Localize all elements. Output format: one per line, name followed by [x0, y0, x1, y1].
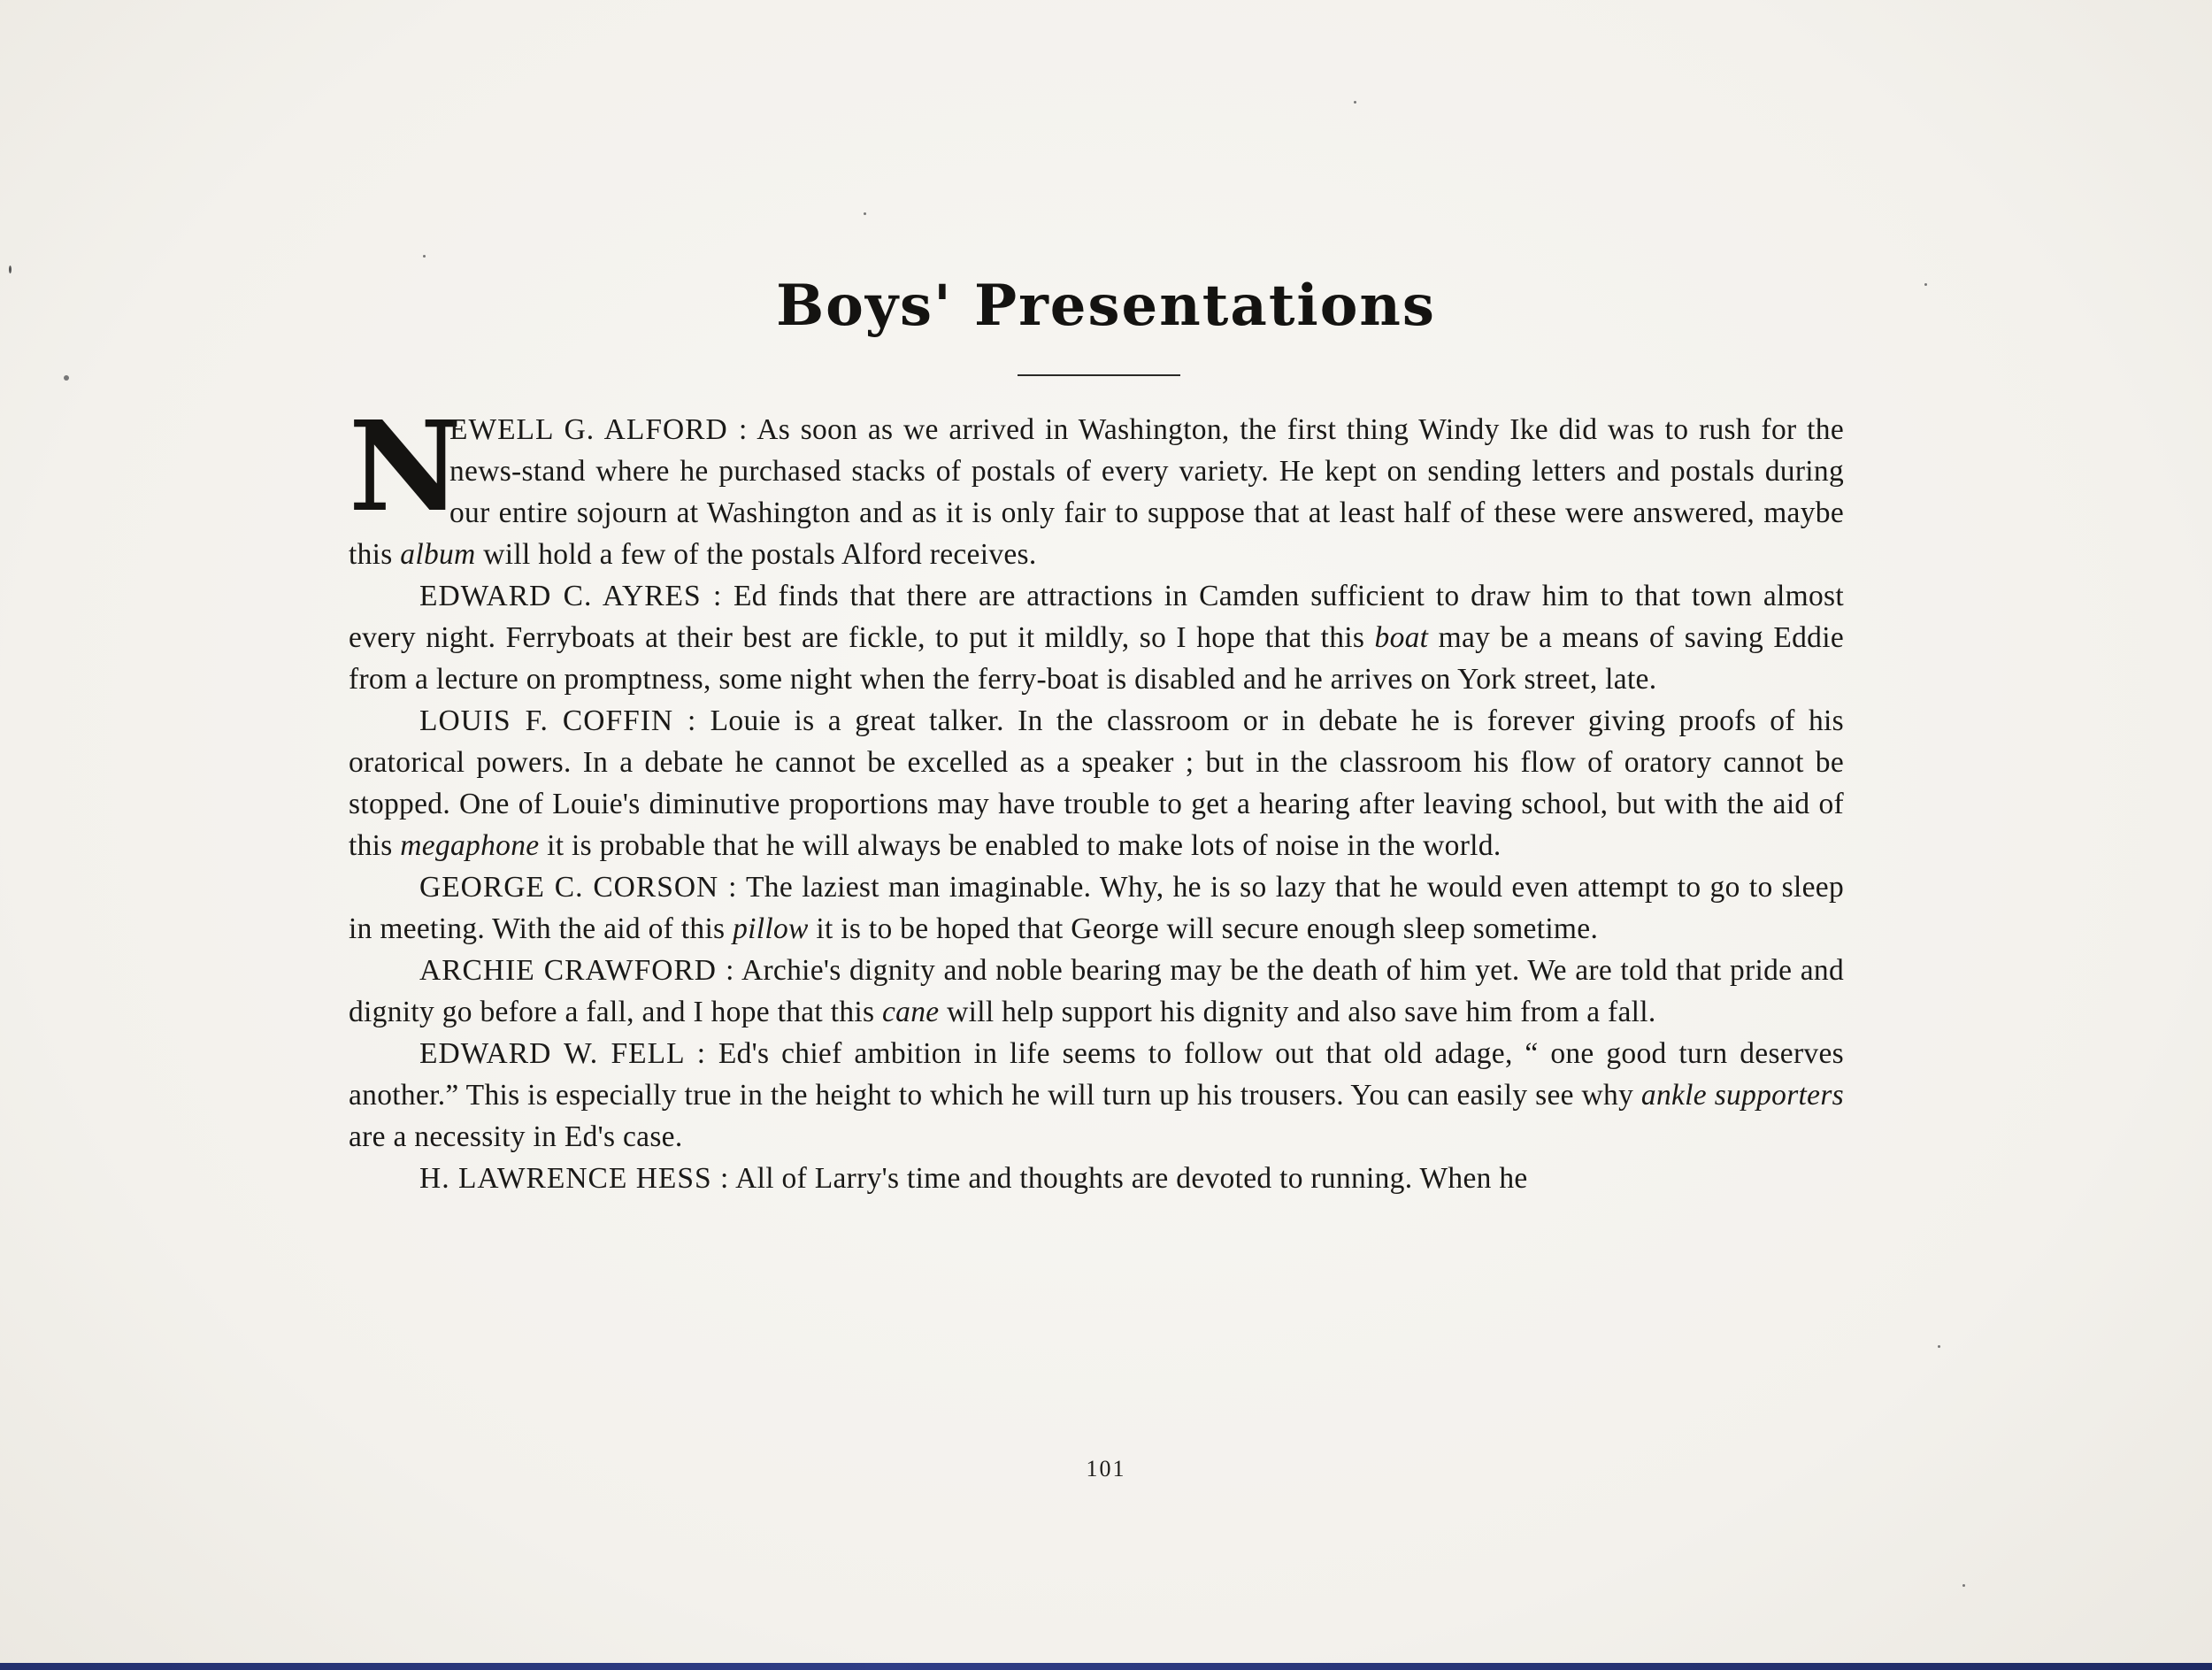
presentations-body [349, 395, 1845, 1199]
recipient-name: H. LAWRENCE HESS : [419, 1162, 730, 1195]
presentation-entry [349, 1158, 1844, 1199]
entry-text: may be a means of saving Eddie from a lecture on promptness, some night when the ferry-boat is disabled and he arrives on York street, late. [349, 621, 1844, 696]
presentation-entry [349, 575, 1844, 700]
paper-speck [1938, 1345, 1940, 1348]
entry-text: Ed's chief ambition in life seems to follow out that old adage, “ one good turn deserves another.” This is especially true in the height to which he will turn up his trousers. You can easily see why [349, 1037, 1844, 1112]
entry-text: will help support his dignity and also save him from a fall. [947, 996, 1656, 1028]
presentation-entry [349, 866, 1844, 950]
entry-text: Louie is a great talker. In the classroom or in debate he is forever giving proofs of his oratorical powers. In a debate he cannot be excelled as a speaker ; but in the classroom his flow of oratory cannot be stopped. One of Louie's diminutive proportions may have trouble to get a hearing after leaving school, but with the aid of this [349, 704, 1844, 862]
recipient-name: EDWARD C. AYRES : [419, 580, 723, 612]
entry-text: will hold a few of the postals Alford receives. [483, 538, 1037, 571]
gift-name: album [400, 538, 476, 571]
gift-name: ankle supporters [1640, 1079, 1845, 1112]
cover-edge [0, 1663, 2212, 1670]
gift-name: megaphone [400, 829, 540, 862]
gift-name: boat [1374, 621, 1429, 654]
presentation-entry [349, 395, 1845, 575]
page-number: 101 [1086, 1456, 1126, 1481]
entry-text: it is to be hoped that George will secure enough sleep sometime. [816, 912, 1599, 945]
recipient-name: EDWARD W. FELL : [419, 1037, 707, 1070]
title-divider [1018, 374, 1180, 376]
paper-speck [864, 212, 866, 215]
entry-text: As soon as we arrived in Washington, the first thing Windy Ike did was to rush for the news-stand where he purchased stacks of postals of every variety. He kept on sending letters and postals during our entire sojourn at Washington and as it is only fair to suppose that at least half of these were answered, maybe this [349, 413, 1845, 571]
entry-text: Ed finds that there are attractions in Camden sufficient to draw him to that town almost every night. Ferryboats at their best are fickle, to put it mildly, so I hope that this [349, 580, 1845, 654]
entry-text: Archie's dignity and noble bearing may be the death of him yet. We are told that pride and dignity go before a fall, and I hope that this [349, 954, 1844, 1028]
paper-speck [1354, 101, 1356, 104]
entry-text: All of Larry's time and thoughts are devoted to running. When he [735, 1162, 1528, 1195]
recipient-name: LOUIS F. COFFIN : [419, 704, 697, 737]
page-title: Boys' Presentations [776, 273, 1436, 339]
presentation-entry [349, 700, 1844, 866]
recipient-name: EWELL G. ALFORD : [449, 413, 749, 446]
presentation-entry [349, 950, 1844, 1033]
recipient-name: ARCHIE CRAWFORD : [419, 954, 735, 987]
entry-text: The laziest man imaginable. Why, he is so lazy that he would even attempt to go to sleep in meeting. With the aid of this [349, 871, 1845, 945]
recipient-name: GEORGE C. CORSON : [419, 871, 738, 904]
entry-text: are a necessity in Ed's case. [349, 1120, 683, 1153]
entry-text: it is probable that he will always be enabled to make lots of noise in the world. [547, 829, 1502, 862]
presentation-entry [349, 1033, 1844, 1158]
gift-name: cane [882, 996, 940, 1028]
paper-speck [1962, 1584, 1965, 1587]
drop-cap-initial: N [349, 395, 463, 540]
paper-speck [64, 375, 69, 381]
gift-name: pillow [733, 912, 809, 945]
paper-speck [423, 255, 426, 258]
